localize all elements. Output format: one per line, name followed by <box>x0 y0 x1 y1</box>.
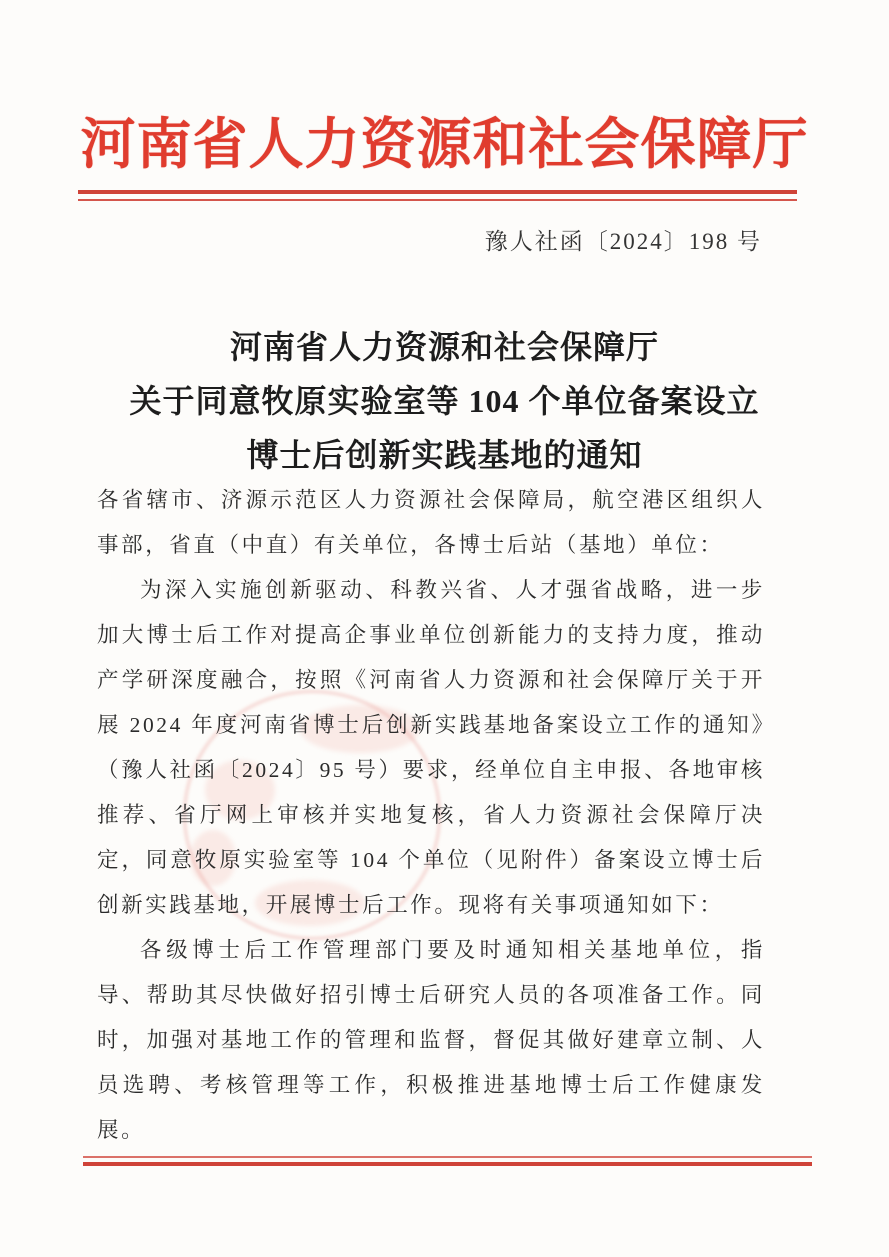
letterhead-divider <box>78 190 797 201</box>
footer-divider <box>83 1156 812 1166</box>
footer-divider-thin-line <box>83 1156 812 1158</box>
notice-title-line-2: 关于同意牧原实验室等 104 个单位备案设立 <box>129 383 760 419</box>
document-body <box>97 478 765 1153</box>
body-paragraph-1: 为深入实施创新驱动、科教兴省、人才强省战略，进一步加大博士后工作对提高企事业单位创新能力的支持力度，推动产学研深度融合，按照《河南省人力资源和社会保障厅关于开展 2024 年度河南省博士后创新实践基地备案设立工作的通知》（豫人社函〔2024〕95 号）要求，经单位自主申报、各地审核推荐、省厅网上审核并实地复核，省人力资源社会保障厅决定，同意牧原实验室等 104 个单位（见附件）备案设立博士后创新实践基地，开展博士后工作。现将有关事项通知如下： <box>97 578 765 917</box>
notice-title-line-3: 博士后创新实践基地的通知 <box>246 437 643 473</box>
body-paragraph-2: 各级博士后工作管理部门要及时通知相关基地单位，指导、帮助其尽快做好招引博士后研究人员的各项准备工作。同时，加强对基地工作的管理和监督，督促其做好建章立制、人员选聘、考核管理等工作，积极推进基地博士后工作健康发展。 <box>97 938 765 1142</box>
document-number: 豫人社函〔2024〕198 号 <box>484 229 762 254</box>
letterhead-title: 河南省人力资源和社会保障厅 <box>80 114 809 175</box>
letterhead-divider-thick-line <box>78 190 797 194</box>
letterhead-divider-thin-line <box>78 199 797 201</box>
notice-title <box>0 320 889 482</box>
notice-title-line-1: 河南省人力资源和社会保障厅 <box>229 329 659 365</box>
salutation-paragraph: 各省辖市、济源示范区人力资源社会保障局，航空港区组织人事部，省直（中直）有关单位，各博士后站（基地）单位： <box>97 488 765 557</box>
footer-divider-thick-line <box>83 1162 812 1166</box>
